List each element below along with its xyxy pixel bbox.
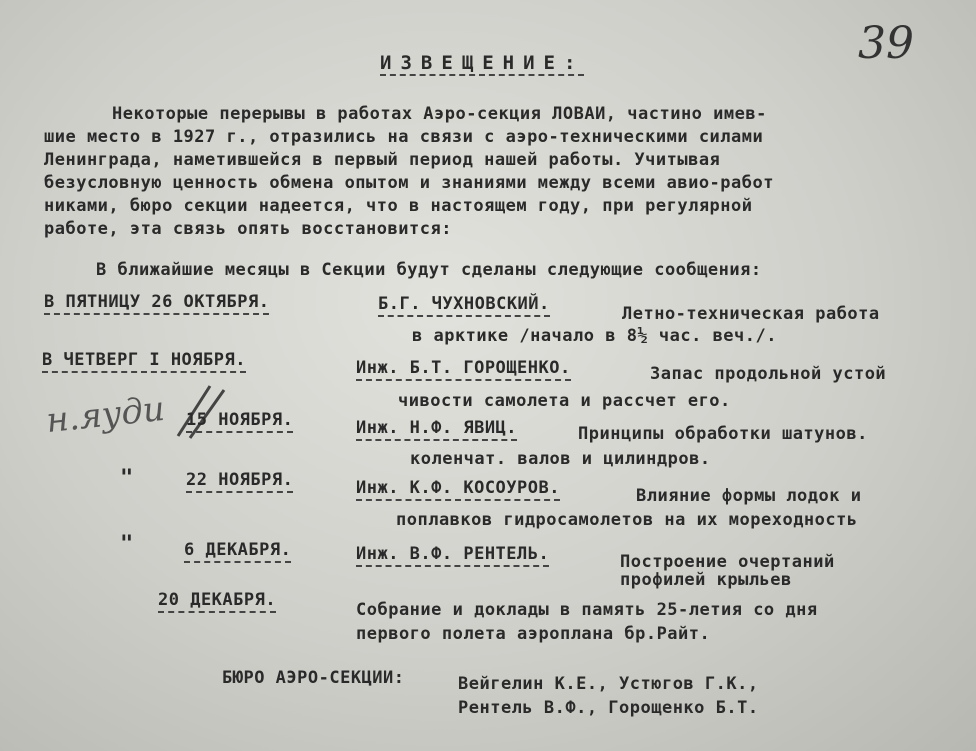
intro-line-5: никами, бюро секции надеется, что в настоящем году, при регулярной	[44, 196, 753, 216]
event-topic-cont: поплавков гидросамолетов на их мореходность	[396, 510, 858, 530]
footer-names-line-1: Вейгелин К.Е., Устюгов Г.К.,	[458, 674, 759, 694]
event-topic: Собрание и доклады в память 25-летия со дня	[356, 600, 818, 620]
handwritten-note: н.яуди	[44, 388, 167, 442]
event-date: 6 ДЕКАБРЯ.	[184, 540, 291, 563]
event-topic: Летно-техническая работа	[622, 304, 880, 324]
event-topic-cont: профилей крыльев	[620, 570, 792, 590]
ditto-mark: "	[120, 466, 134, 491]
event-date: В ЧЕТВЕРГ I НОЯБРЯ.	[42, 350, 246, 373]
event-topic-cont: чивости самолета и рассчет его.	[398, 391, 731, 411]
intro-line-3: Ленинграда, наметившейся в первый период нашей работы. Учитывая	[44, 150, 721, 170]
event-speaker: Б.Г. ЧУХНОВСКИЙ.	[378, 294, 550, 317]
event-topic: Запас продольной устой	[650, 364, 887, 384]
page-number: 39	[858, 18, 914, 69]
intro-line-4: безусловную ценность обмена опытом и знаниями между всеми авио-работ	[44, 173, 774, 193]
event-topic: Принципы обработки шатунов.	[578, 424, 868, 444]
intro-line-2: шие место в 1927 г., отразились на связи с аэро-техническими силами	[44, 127, 764, 147]
event-topic: Построение очертаний	[620, 552, 835, 572]
event-topic-cont: первого полета аэроплана бр.Райт.	[356, 624, 711, 644]
event-date: 20 ДЕКАБРЯ.	[158, 590, 276, 613]
event-date: В ПЯТНИЦУ 26 ОКТЯБРЯ.	[44, 292, 269, 315]
ditto-mark: "	[120, 532, 134, 557]
intro-line-6: работе, эта связь опять восстановится:	[44, 219, 452, 239]
event-topic-cont: коленчат. валов и цилиндров.	[410, 449, 711, 469]
event-topic: Влияние формы лодок и	[636, 486, 862, 506]
event-date: 22 НОЯБРЯ.	[186, 470, 293, 493]
event-speaker: Инж. Б.Т. ГОРОЩЕНКО.	[356, 358, 571, 381]
event-speaker: Инж. В.Ф. РЕНТЕЛЬ.	[356, 544, 549, 567]
lead-line: В ближайшие месяцы в Секции будут сделаны следующие сообщения:	[96, 260, 762, 280]
intro-line-1: Некоторые перерывы в работах Аэро-секция ЛОВАИ, частино имев-	[112, 104, 767, 124]
event-speaker: Инж. К.Ф. КОСОУРОВ.	[356, 478, 560, 501]
event-speaker: Инж. Н.Ф. ЯВИЦ.	[356, 418, 517, 441]
event-topic-cont: в арктике /начало в 8½ час. веч./.	[412, 326, 777, 346]
document-title: ИЗВЕЩЕНИЕ:	[380, 52, 585, 74]
footer-label: БЮРО АЭРО-СЕКЦИИ:	[222, 668, 405, 688]
event-date: 15 НОЯБРЯ.	[186, 410, 293, 433]
footer-names-line-2: Рентель В.Ф., Горощенко Б.Т.	[458, 698, 759, 718]
